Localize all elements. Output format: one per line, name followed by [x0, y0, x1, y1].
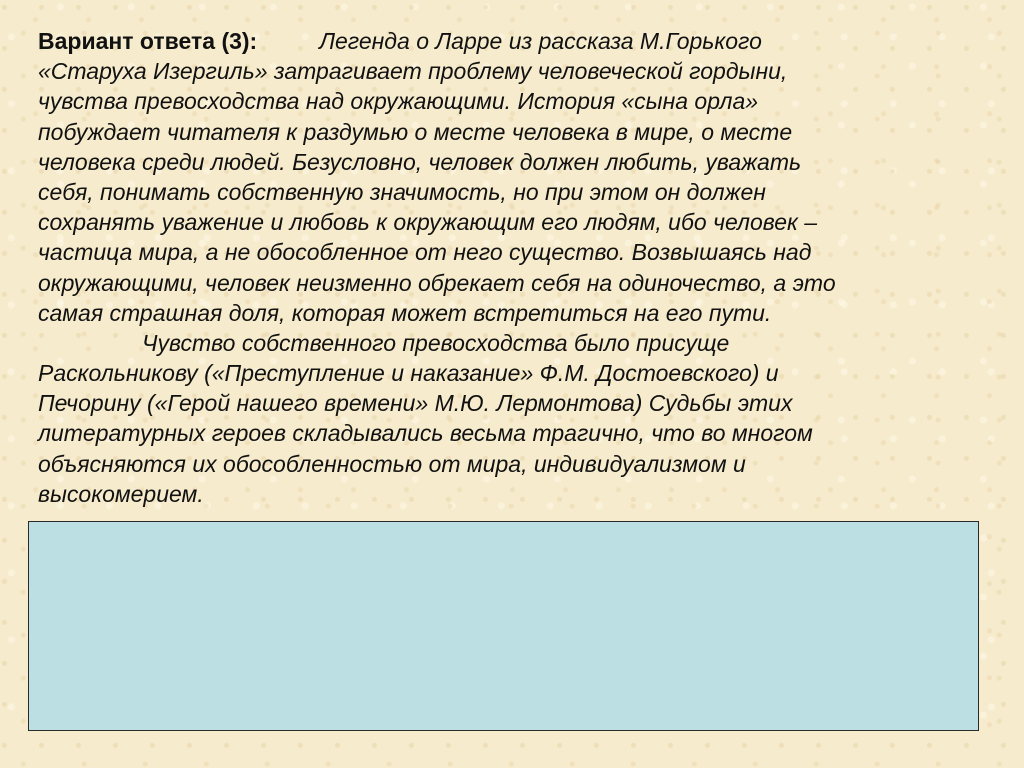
answer-line-8: частица мира, а не обособленное от него существо. Возвышаясь над	[38, 239, 812, 266]
answer-line-10: самая страшная доля, которая может встретиться на его пути.	[38, 299, 772, 326]
answer-line-15: объясняются их обособленностью от мира, индивидуализмом и	[38, 450, 746, 477]
answer-input-box[interactable]	[28, 521, 979, 731]
answer-line-4: побуждает читателя к раздумью о месте человека в мире, о месте	[38, 118, 793, 145]
answer-line-5: человека среди людей. Безусловно, человек должен любить, уважать	[38, 148, 802, 175]
answer-text	[38, 26, 998, 509]
answer-line-11: Чувство собственного превосходства было присуще	[142, 329, 730, 356]
answer-line-7: сохранять уважение и любовь к окружающим его людям, ибо человек –	[38, 209, 818, 236]
answer-line-3: чувства превосходства над окружающими. История «сына орла»	[38, 88, 759, 115]
answer-line-14: литературных героев складывались весьма трагично, что во многом	[38, 420, 813, 447]
answer-line-16: высокомерием.	[38, 480, 204, 507]
answer-line-2: «Старуха Изергиль» затрагивает проблему человеческой гордыни,	[38, 58, 788, 85]
answer-line-9: окружающими, человек неизменно обрекает себя на одиночество, а это	[38, 269, 836, 296]
answer-line-6: себя, понимать собственную значимость, но при этом он должен	[38, 178, 766, 205]
answer-line-12: Раскольникову («Преступление и наказание» Ф.М. Достоевского) и	[38, 360, 779, 387]
answer-line-1: Вариант ответа (3): Легенда о Ларре из рассказа М.Горького	[38, 28, 762, 54]
answer-label: Вариант ответа (3):	[38, 28, 258, 54]
answer-line-13: Печорину («Герой нашего времени» М.Ю. Лермонтова) Судьбы этих	[38, 390, 793, 417]
